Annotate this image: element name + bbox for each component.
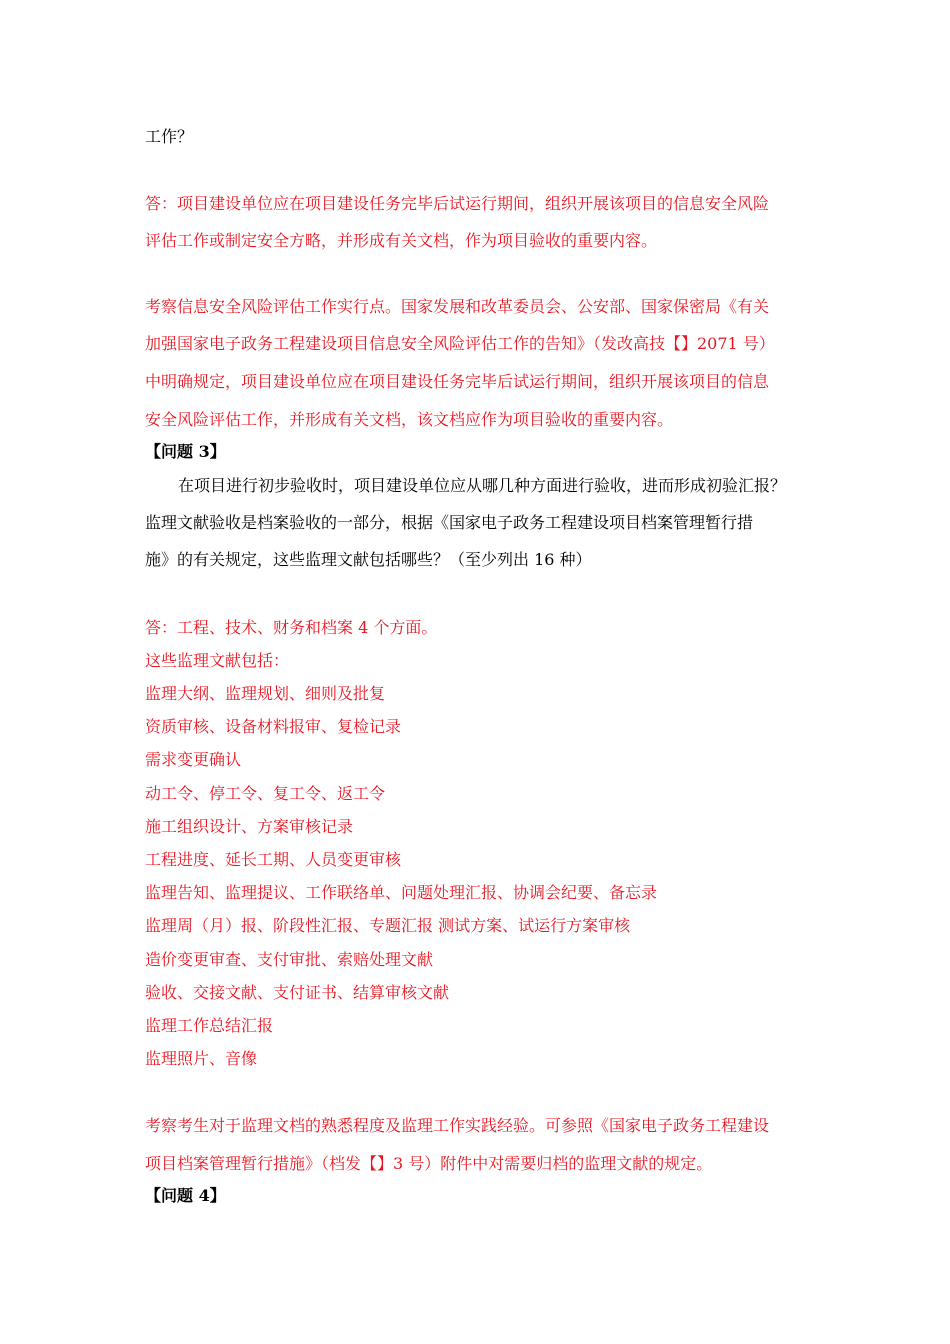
q2-analysis-line-2: 加强国家电子政务工程建设项目信息安全风险评估工作的告知》（发改高技【】2071 号） [145, 334, 775, 353]
q3-question-line-3: 施》的有关规定，这些监理文献包括哪些？（至少列出 16 种） [145, 550, 592, 569]
q3-answer-line-14: 监理照片、音像 [145, 1049, 258, 1068]
q2-analysis-line-3: 中明确规定，项目建设单位应在项目建设任务完毕后试运行期间，组织开展该项目的信息 [145, 372, 770, 391]
q3-answer-line-13: 监理工作总结汇报 [145, 1016, 274, 1035]
q3-answer-line-4: 资质审核、设备材料报审、复检记录 [145, 717, 402, 736]
q3-question-line-1: 在项目进行初步验收时，项目建设单位应从哪几种方面进行验收，进而形成初验汇报？ [178, 476, 787, 495]
q3-answer-line-2: 这些监理文献包括： [145, 651, 290, 670]
q2-answer-line-1: 答：项目建设单位应在项目建设任务完毕后试运行期间，组织开展该项目的信息安全风险 [145, 194, 770, 213]
q2-analysis-line-1: 考察信息安全风险评估工作实行点。国家发展和改革委员会、公安部、国家保密局《有关 [145, 297, 770, 316]
q3-analysis-line-1: 考察考生对于监理文档的熟悉程度及监理工作实践经验。可参照《国家电子政务工程建设 [145, 1116, 770, 1135]
q3-answer-line-10: 监理周（月）报、阶段性汇报、专题汇报 测试方案、试运行方案审核 [145, 916, 631, 935]
q3-answer-line-8: 工程进度、延长工期、人员变更审核 [145, 850, 402, 869]
q3-answer-line-7: 施工组织设计、方案审核记录 [145, 817, 354, 836]
q3-heading: 【问题 3】 [145, 442, 226, 461]
q2-analysis-line-4: 安全风险评估工作，并形成有关文档，该文档应作为项目验收的重要内容。 [145, 410, 674, 429]
q4-heading: 【问题 4】 [145, 1186, 226, 1205]
q3-answer-line-5: 需求变更确认 [145, 750, 242, 769]
q3-answer-line-11: 造价变更审查、支付审批、索赔处理文献 [145, 950, 434, 969]
q3-answer-line-3: 监理大纲、监理规划、细则及批复 [145, 684, 386, 703]
q3-answer-line-12: 验收、交接文献、支付证书、结算审核文献 [145, 983, 450, 1002]
q3-question-line-2: 监理文献验收是档案验收的一部分，根据《国家电子政务工程建设项目档案管理暂行措 [145, 513, 754, 532]
q3-answer-line-6: 动工令、停工令、复工令、返工令 [145, 784, 386, 803]
q3-answer-line-9: 监理告知、监理提议、工作联络单、问题处理汇报、协调会纪要、备忘录 [145, 883, 658, 902]
q3-answer-line-1: 答：工程、技术、财务和档案 4 个方面。 [145, 618, 438, 637]
q3-analysis-line-2: 项目档案管理暂行措施》（档发【】3 号）附件中对需要归档的监理文献的规定。 [145, 1154, 713, 1173]
q2-answer-line-2: 评估工作或制定安全方略，并形成有关文档，作为项目验收的重要内容。 [145, 231, 658, 250]
q2-question-tail: 工作？ [145, 127, 194, 146]
